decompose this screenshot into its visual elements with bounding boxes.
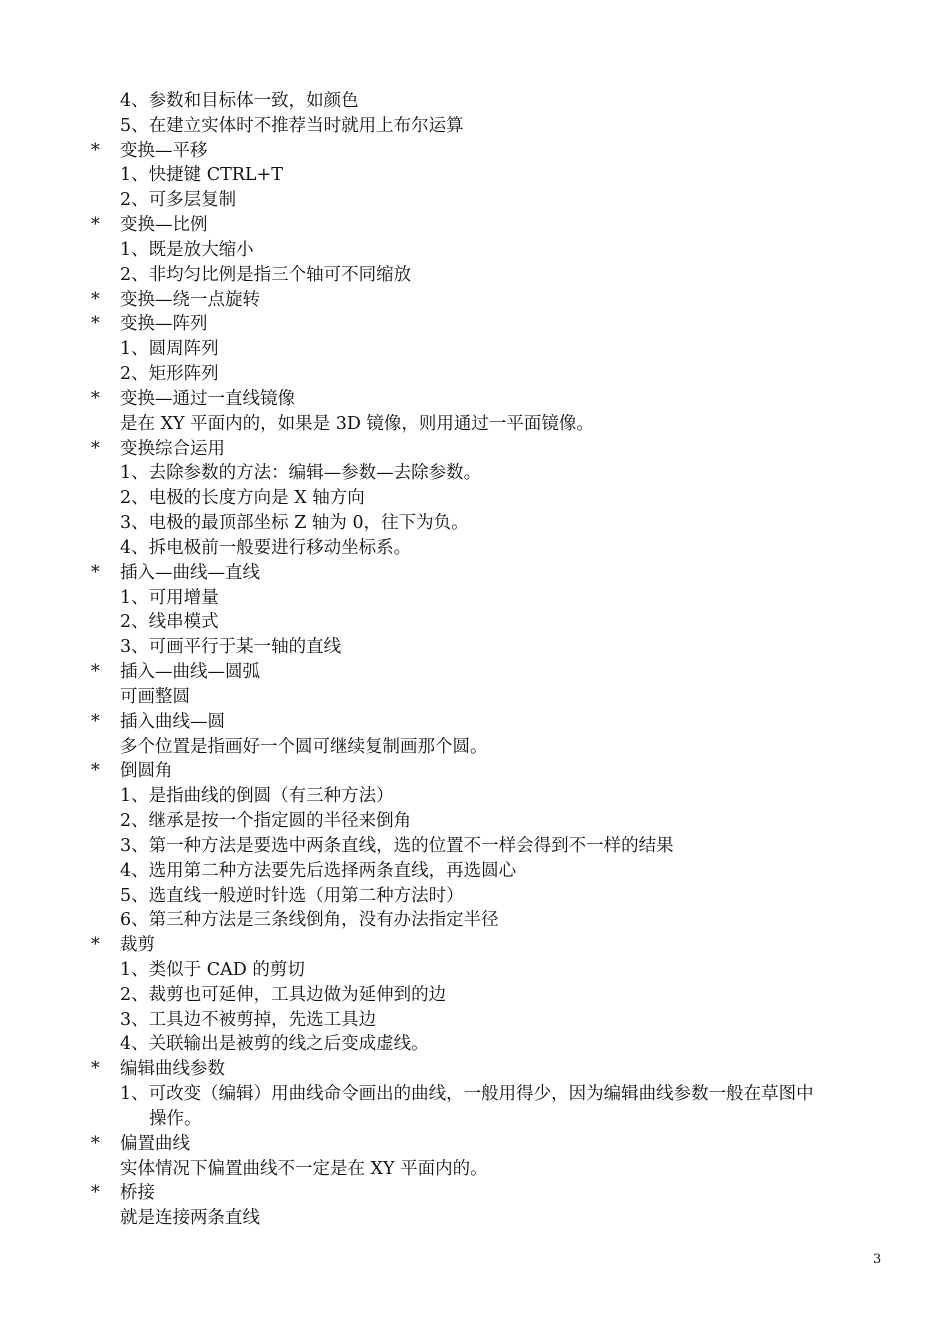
list-item [0, 908, 950, 933]
line-text: 变换—通过一直线镜像 [120, 388, 295, 409]
list-item [0, 536, 950, 561]
line-text: 倒圆角 [120, 761, 173, 782]
line-text: 裁剪 [120, 935, 155, 956]
line-text: 可画整圆 [120, 686, 190, 707]
line-text: 4、参数和目标体一致，如颜色 [120, 91, 359, 111]
line-text: 编辑曲线参数 [120, 1059, 225, 1080]
section-heading [0, 213, 950, 238]
bullet-marker: * [91, 1183, 100, 1204]
line-text: 3、电极的最顶部坐标 Z 轴为 0，往下为负。 [120, 513, 469, 534]
list-item [0, 238, 950, 263]
line-text: 6、第三种方法是三条线倒角，没有办法指定半径 [120, 910, 499, 931]
line-text: 4、拆电极前一般要进行移动坐标系。 [120, 537, 412, 558]
line-text: 1、是指曲线的倒圆（有三种方法） [120, 786, 394, 807]
list-item [0, 412, 950, 437]
line-text: 2、裁剪也可延伸，工具边做为延伸到的边 [120, 984, 447, 1005]
list-item [0, 89, 950, 114]
line-text: 多个位置是指画好一个圆可继续复制画那个圆。 [120, 736, 488, 757]
list-item [0, 884, 950, 909]
section-heading [0, 139, 950, 164]
line-text: 就是连接两条直线 [120, 1208, 260, 1229]
bullet-marker: * [91, 438, 100, 459]
list-item [0, 362, 950, 387]
line-text: 5、在建立实体时不推荐当时就用上布尔运算 [120, 115, 464, 136]
section-heading [0, 312, 950, 337]
line-text: 变换—平移 [120, 140, 208, 161]
line-text: 3、可画平行于某一轴的直线 [120, 637, 342, 658]
line-text: 是在 XY 平面内的，如果是 3D 镜像，则用通过一平面镜像。 [120, 413, 594, 434]
list-item [0, 163, 950, 188]
line-text: 变换综合运用 [120, 438, 225, 459]
bullet-marker: * [91, 562, 100, 583]
line-text: 2、矩形阵列 [120, 364, 219, 385]
bullet-marker: * [91, 662, 100, 683]
list-item [0, 486, 950, 511]
document-body [0, 89, 950, 1231]
list-item [0, 958, 950, 983]
list-item [0, 1107, 950, 1132]
line-text: 2、电极的长度方向是 X 轴方向 [120, 488, 365, 509]
list-item [0, 859, 950, 884]
list-item [0, 461, 950, 486]
line-text: 3、工具边不被剪掉，先选工具边 [120, 1009, 377, 1030]
list-item [0, 1206, 950, 1231]
bullet-marker: * [91, 140, 100, 161]
bullet-marker: * [91, 215, 100, 236]
section-heading [0, 288, 950, 313]
bullet-marker: * [91, 314, 100, 335]
list-item [0, 1157, 950, 1182]
line-text: 1、可改变（编辑）用曲线命令画出的曲线，一般用得少，因为编辑曲线参数一般在草图中 [120, 1084, 814, 1105]
section-heading [0, 660, 950, 685]
line-text: 1、圆周阵列 [120, 339, 219, 360]
list-item [0, 784, 950, 809]
list-item [0, 188, 950, 213]
list-item [0, 263, 950, 288]
section-heading [0, 387, 950, 412]
bullet-marker: * [91, 289, 100, 310]
line-text: 偏置曲线 [120, 1133, 190, 1154]
bullet-marker: * [91, 711, 100, 732]
line-text: 2、非均匀比例是指三个轴可不同缩放 [120, 264, 412, 285]
bullet-marker: * [91, 1133, 100, 1154]
line-text: 变换—比例 [120, 215, 208, 236]
list-item [0, 337, 950, 362]
line-text: 2、继承是按一个指定圆的半径来倒角 [120, 811, 412, 832]
line-text: 1、类似于 CAD 的剪切 [120, 959, 305, 980]
list-item [0, 1082, 950, 1107]
list-item [0, 511, 950, 536]
bullet-marker: * [91, 388, 100, 409]
section-heading [0, 1057, 950, 1082]
line-text: 插入—曲线—直线 [120, 562, 260, 583]
section-heading [0, 759, 950, 784]
line-text: 1、可用增量 [120, 587, 219, 608]
line-text: 4、选用第二种方法要先后选择两条直线，再选圆心 [120, 860, 517, 881]
line-text: 变换—绕一点旋转 [120, 289, 260, 310]
section-heading [0, 1132, 950, 1157]
line-text: 插入—曲线—圆弧 [120, 662, 260, 683]
list-item [0, 983, 950, 1008]
list-item [0, 685, 950, 710]
line-text: 实体情况下偏置曲线不一定是在 XY 平面内的。 [120, 1158, 488, 1179]
line-text: 2、线串模式 [120, 612, 219, 633]
list-item [0, 735, 950, 760]
list-item [0, 114, 950, 139]
page-number: 3 [873, 1252, 882, 1267]
bullet-marker: * [91, 935, 100, 956]
line-text: 变换—阵列 [120, 314, 208, 335]
list-item [0, 635, 950, 660]
list-item [0, 834, 950, 859]
line-text: 5、选直线一般逆时针选（用第二种方法时） [120, 885, 464, 906]
section-heading [0, 437, 950, 462]
bullet-marker: * [91, 761, 100, 782]
list-item [0, 1032, 950, 1057]
list-item [0, 1008, 950, 1033]
line-text: 1、去除参数的方法：编辑—参数—去除参数。 [120, 463, 482, 484]
list-item [0, 586, 950, 611]
line-text: 1、既是放大缩小 [120, 239, 254, 260]
line-text: 3、第一种方法是要选中两条直线，选的位置不一样会得到不一样的结果 [120, 835, 674, 856]
bullet-marker: * [91, 1059, 100, 1080]
section-heading [0, 933, 950, 958]
section-heading [0, 561, 950, 586]
line-text: 2、可多层复制 [120, 190, 237, 211]
section-heading [0, 1181, 950, 1206]
list-item [0, 809, 950, 834]
section-heading [0, 710, 950, 735]
line-text: 桥接 [120, 1183, 155, 1204]
line-text: 4、关联输出是被剪的线之后变成虚线。 [120, 1034, 429, 1055]
line-text: 1、快捷键 CTRL+T [120, 165, 283, 186]
list-item [0, 610, 950, 635]
line-text: 操作。 [149, 1108, 202, 1129]
line-text: 插入曲线—圆 [120, 711, 225, 732]
